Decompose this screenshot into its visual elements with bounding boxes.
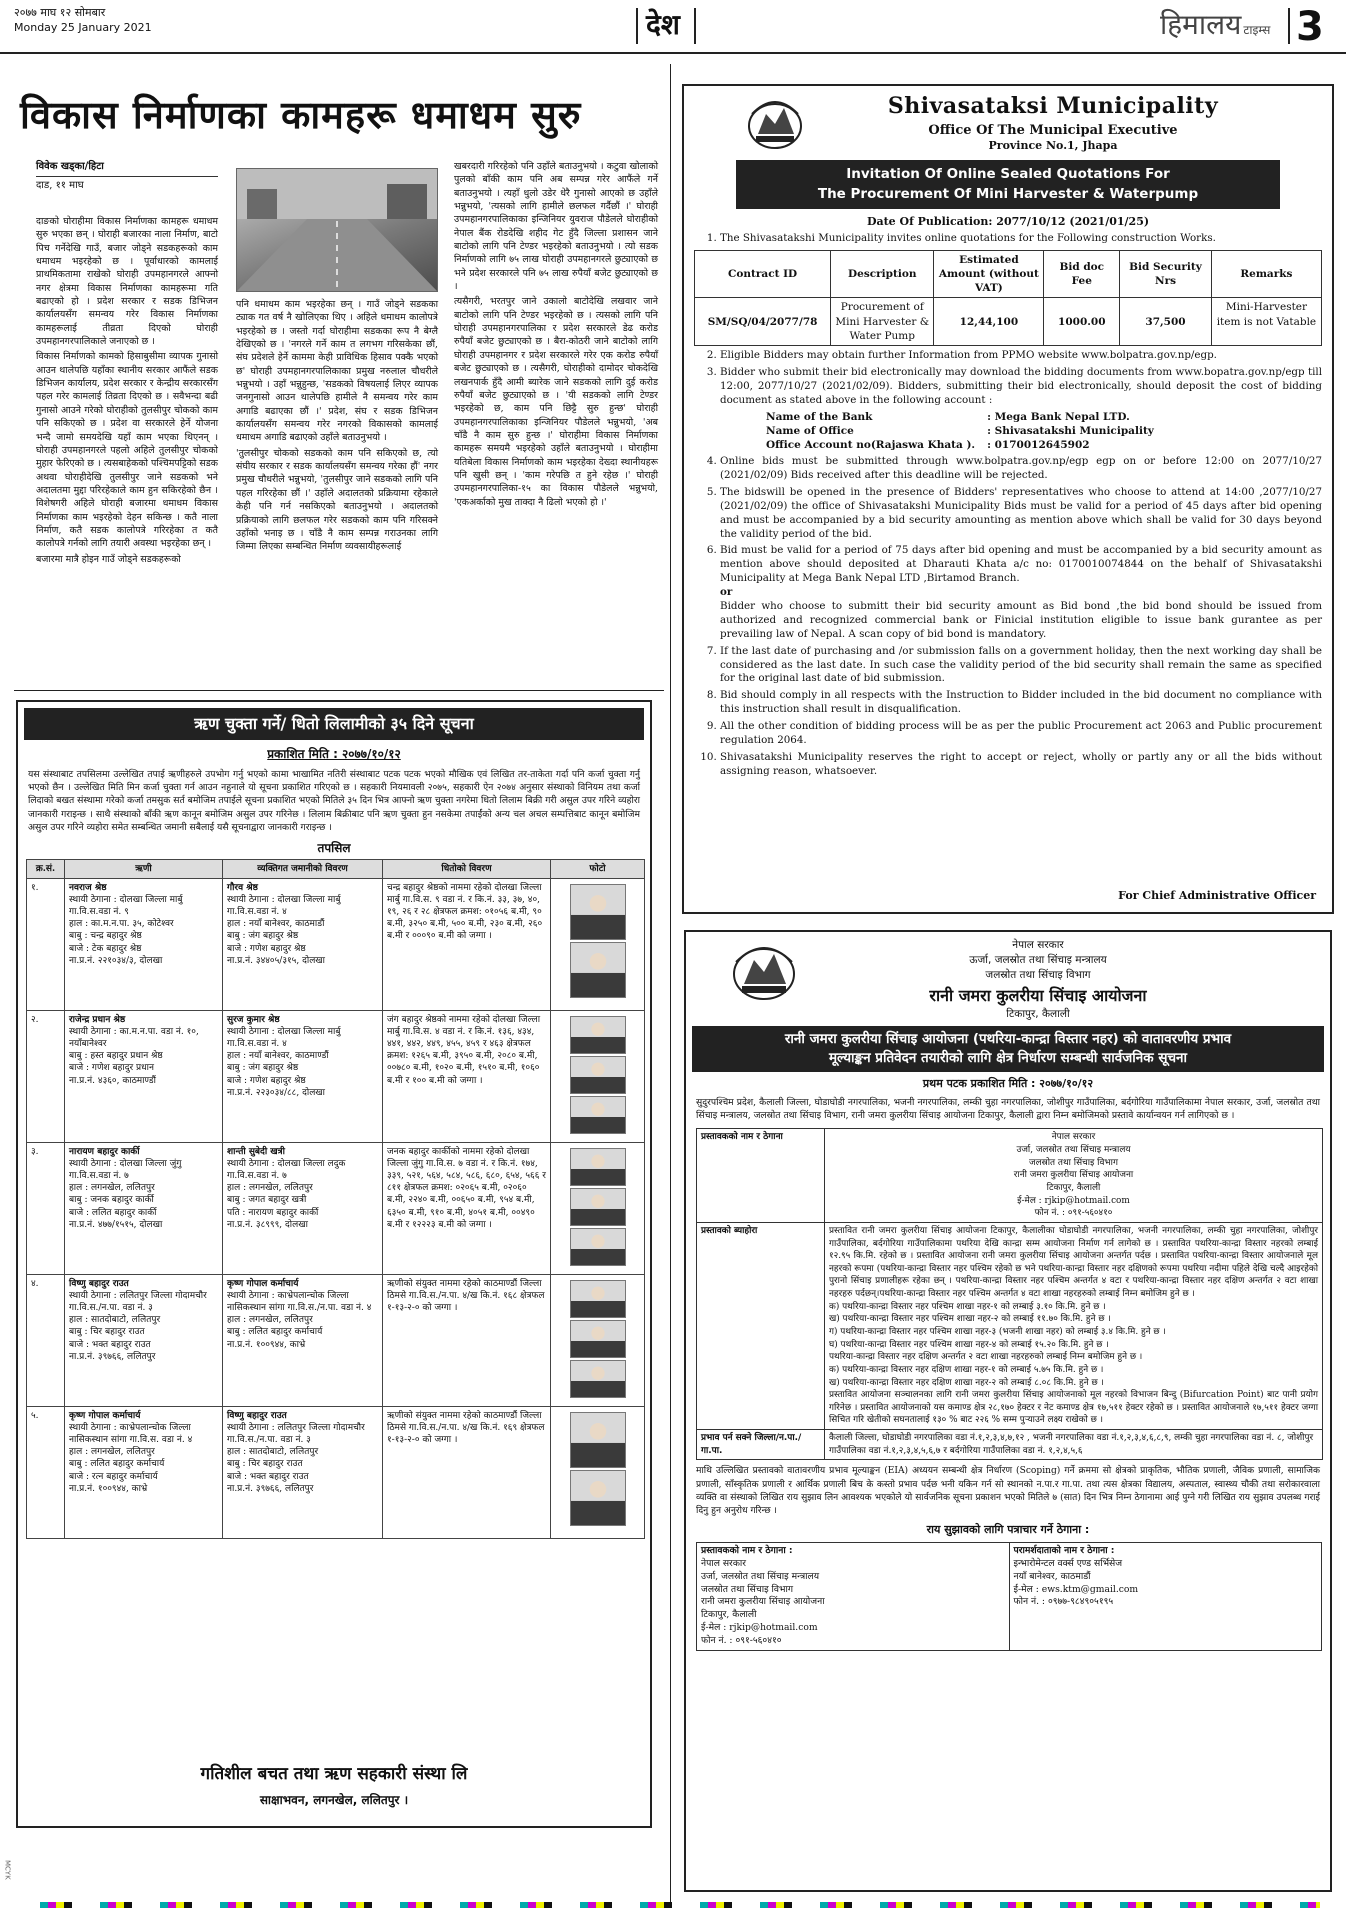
column-separator — [670, 64, 671, 1904]
section-divider-right — [694, 8, 696, 44]
row-sn: ५. — [27, 1406, 65, 1538]
td-contract-id: SM/SQ/04/2077/78 — [695, 298, 831, 346]
tender-table — [694, 250, 1322, 346]
eia-banner — [692, 1026, 1324, 1072]
loan-notice — [16, 700, 652, 1828]
tender-items — [694, 232, 1322, 779]
loan-table-row — [27, 878, 645, 1010]
tender-signature: For Chief Administrative Officer — [1118, 889, 1316, 903]
tender-item-7: 7. If the last date of purchasing and /or submission falls on a government holiday, then the next working day shall be considered as the last date. In such case the validity period of the bid security shall remain the same as specified for the original last date of bid submission. — [720, 645, 1322, 687]
th-description: Description — [831, 250, 934, 298]
borrower-name: नारायण बहादुर कार्की — [69, 1146, 140, 1157]
row-photos — [551, 1010, 645, 1142]
article-paragraph: त्यसैगरी, भरतपुर जाने उकालो बाटोदेखि लखवार जाने बाटोको लागि पनि टेण्डर भइरहेको छ । त्यसको लागि पनि घोराही उपमहानगरपालिका र प्रदेश सरकारले डेढ करोड रुपैयाँ बजेट छुट्याएको छ । बैरा-कोठरी जाने बाटोको लागि घोराही उपमहानगर र प्रदेश सरकारले गरेर एक करोड रुपैयाँ बजेट छुट्याएको छ । त्यसैगरी, घोराहीको दामोदर चोकदेखि लखनपार्क हुँदै आमी ब्यारेक जाने सडकको लागि दुई करोड रुपैयाँ बजेट छुट्याएको छ । 'यी सडकको लागि टेण्डर भइरहेको छ, काम पनि छिट्टै सुरु हुन्छ' घोराही उपमहानगरपालिकाका इन्जिनियर पौडेलले भन्नुभयो, 'अब चाँडै नै काम सुरु हुन्छ ।' घोराहीमा विकास निर्माणका कामहरू समयमै भइरहेको उहाँले बताउनुभयो । घोराहीमा यतिबेला विकास निर्माणको काम भइरहेका देख्दा स्थानीयहरू पनि खुसी छन् । 'काम गरेपछि त हुने रहेछ ।' घोराही उपमहानगरपालिका-१५ का विकास पौडेलले भन्नुभयो, 'एकअर्काको मुख ताक्दा नै ढिलो भएको हो ।' — [454, 296, 658, 508]
eia-project: रानी जमरा कुलरीया सिंचाइ आयोजना — [929, 985, 1147, 1005]
loan-table-header — [27, 859, 645, 878]
date-nepali: २०७७ माघ १२ सोमबार — [14, 6, 106, 19]
eia-header — [746, 938, 1330, 1022]
tender-item-2: 2. Eligible Bidders may obtain further Information from PPMO website www.bolpatra.gov.np/egp. — [720, 349, 1322, 363]
tender-banner-line1: Invitation Of Online Sealed Quotations For — [846, 166, 1170, 183]
borrower-photo — [570, 1016, 626, 1054]
eia-address-title: राय सुझावको लागि पत्राचार गर्ने ठेगाना : — [926, 1523, 1090, 1537]
row-collateral: जनक बहादुर कार्कीको नाममा रहेको दोलखा जिल्ला जुंगु गा.वि.स. ७ वडा नं. र कि.नं. १७४, ३३९, ५२१, ५६४, ५८४, ५८६, ६८०, ६५४, ५६६ र ८११ क्षेत्रफल क्रमश: ०२०६५ ब.मी, ०२०६० ब.मी, २२४० ब.मी, ००६५० ब.मी, ९५४ ब.मी, ६३५० ब.मी, ९१० ब.मी, ४०५१ ब.मी, ००४९० ब.मी र १२२२३ ब.मी को जग्गा । — [383, 1142, 551, 1274]
loan-table-title: तपसिल — [317, 840, 351, 855]
tender-item-text: The Shivasatakshi Municipality invites online quotations for the Following construction Works. — [720, 232, 1216, 245]
tender-table-row — [695, 298, 1322, 346]
loan-notice-address: साक्षाभवन, लगनखेल, ललितपुर । — [259, 1792, 409, 1807]
article-paragraph: पनि धमाधम काम भइरहेका छन् । गाउँ जोड्ने सडकका ट्याक गत वर्ष नै खोलिएका थिए । अहिले धमाधम कालोपत्रे भइरहेको छ । जस्तो गर्दा घोराहीमा सडकका रूप नै बेग्लै देखिएको छ । 'नगरले गर्ने काम त लगभग गरिसकेका छौं, संघ प्रदेशले हेर्ने काममा केही प्राविधिक हिसाव पक्कै भएको छ' घोराही उपमहानगरपालिकाका प्रमुख नरुलाल चौधरीले भन्नुभयो । उहाँ भन्नुहुन्छ, 'सडकको विषयलाई लिएर व्यापक जनगुनासो आउन थालेपछि हामीले नै समन्वय गरेर काम अगाडि बढाएका छौं ।' प्रदेश, संघ र सडक डिभिजन कार्यालयसँग समन्वय गरेर नगरको विकासको कामलाई धमाधम अगाडि बढाएको उहाँले बताउनुभयो । — [236, 299, 438, 444]
eia-consultant-title: परामर्शदाताको नाम र ठेगाना : — [1013, 1544, 1115, 1556]
row-guarantor — [223, 1274, 383, 1406]
tender-item-text: 6. Bid must be valid for a period of 75 days after bid opening and must be accompanied by a bid security amount as mention above should deposited at Dharauti Khata a/c no: 0170010074844 on the behalf of Shivasatakshi Municipality at Mega Bank Nepal LTD ,Birtamod Branch. — [720, 544, 1322, 585]
th-bid-security: Bid Security Nrs — [1120, 250, 1212, 298]
eia-proponent-addr-title: प्रस्तावकको नाम र ठेगाना : — [701, 1544, 793, 1556]
article-column-3 — [454, 160, 658, 511]
guarantor-name: विष्णु बहादुर राउत — [227, 1410, 287, 1421]
eia-ministry: ऊर्जा, जलस्रोत तथा सिंचाइ मन्त्रालय — [969, 954, 1107, 967]
borrower-photo — [570, 942, 626, 998]
row-sn: ४. — [27, 1274, 65, 1406]
borrower-photo — [570, 1470, 626, 1526]
tender-item-or: or — [720, 586, 733, 599]
eia-proponent: नेपाल सरकार उर्जा, जलस्रोत तथा सिंचाइ मन्त्रालय जलस्रोत तथा सिंचाइ विभाग रानी जमरा कुलरीया सिंचाइ आयोजना टिकापुर, कैलाली ई-मेल : rjkip@hotmail.com फोन नं. : ०९१-५६०४१० — [825, 1129, 1323, 1222]
header-guarantor: व्यक्तिगत जमानीको विवरण — [223, 859, 383, 878]
row-borrower — [65, 1142, 223, 1274]
borrower-photo — [570, 1188, 626, 1226]
th-remarks: Remarks — [1211, 250, 1321, 298]
tender-item-1 — [707, 232, 1322, 346]
tender-item-3 — [720, 366, 1322, 452]
tender-item-8: 8. Bid should comply in all respects with the Instruction to Bidder included in the bid document no compliance with this instruction shall result in disqualification. — [720, 689, 1322, 717]
borrower-photo — [570, 1320, 626, 1358]
eia-proposal: प्रस्तावित रानी जमरा कुलरीया सिंचाइ आयोजना टिकापुर, कैलालीका घोडाघोडी नगरपालिका, भजनी नगरपालिका, लम्की चुहा नगरपालिका, जोशीपुर गाउँपालिका, बर्दगोरिया गाउँपालिकामा पथरिया देखि कान्द्रा सम्म आयोजना निर्माण गर्न लागेको छ । प्रस्तावित पथरिया-कान्द्रा विस्तार नहरको लम्बाई १२.९५ कि.मि. रहेको छ । प्रस्तावित आयोजना रानी जमरा कुलरीया सिंचाइ आयोजना अन्तर्गत पर्दछ । प्रस्तावित पथरिया-कान्द्रा विस्तार आयोजनाले मूल नहरको रूपमा (पथरिया-कान्द्रा विस्तार नहर पश्चिम रहेको छ भने पथरिया-कान्द्रा विस्तार नहर दक्षिणको रूपमा पथरिया नदीमा पहिले देखि चल्दै आइरहेको पुरानो सिंचाइ प्रणालीहरू रहेका छन् । पथरिया-कान्द्रा विस्तार नहर पश्चिम अन्तर्गत ४ वटा र पथरिया-कान्द्रा विस्तार नहर दक्षिण अन्तर्गत २ वटा शाखा नहरहरु पर्दछन्।पथरिया-कान्द्रा विस्तार नहर पश्चिम अन्तर्गत ४ वटा शाखा नहरहरुको लम्बाई निम्न बमोजिम हुने छ । — [829, 1225, 1318, 1300]
borrower-name: राजेन्द्र प्रधान श्रेष्ठ — [69, 1014, 126, 1025]
bank-office-value: : Shivasatakshi Municipality — [987, 424, 1154, 437]
eia-proponent-label: प्रस्तावकको नाम र ठेगाना — [697, 1129, 825, 1222]
td-description: Procurement of Mini Harvester & Water Pump — [831, 298, 934, 346]
loan-table-row — [27, 1142, 645, 1274]
guarantor-details: स्थायी ठेगाना : काभ्रेपलान्चोक जिल्ला नासिकस्थान सांगा गा.वि.स./न.पा. वडा नं. ४ हाल : लगनखेल, ललितपुर बाबु : ललित बहादुर कर्माचार्य ना.प्र.नं. १००९४४, काभ्रे — [227, 1290, 372, 1350]
row-photos — [551, 878, 645, 1010]
borrower-name: नवराज श्रेष्ठ — [69, 882, 107, 893]
eia-proposal-cell — [825, 1222, 1323, 1429]
guarantor-name: शान्ती सुबेदी खत्री — [227, 1146, 285, 1157]
row-guarantor — [223, 1406, 383, 1538]
guarantor-details: स्थायी ठेगाना : दोलखा जिल्ला लदुक गा.वि.स.वडा नं. ७ हाल : लगनखेल, ललितपुर बाबु : जगत बहादुर खत्री पति : नारायण बहादुर कार्की ना.प्र.नं. ३८९९९, दोलखा — [227, 1158, 346, 1230]
eia-location: टिकापुर, कैलाली — [1006, 1007, 1070, 1020]
eia-address-table — [696, 1542, 1322, 1651]
page-number: 3 — [1296, 4, 1324, 50]
article-paragraph: दाङको घोराहीमा विकास निर्माणका कामहरू धमाधम सुरु भएका छन् । घोराही बजारका नाला निर्माण, बाटो पिच गर्नेदेखि गाउँ, बजार जोड्ने सडकहरूको काम धमाधम भइरहेको छ । पूर्वाधारको कामलाई प्राथमिकतामा राखेको घोराही उपमहानगरले आफ्नो नगर क्षेत्रमा विकास निर्माणका कामहरूमा गति बढाएको हो । प्रदेश सरकार र सडक डिभिजन कार्यालयसँग समन्वय गरेर विकास निर्माणका कामहरूलाई तीव्रता दिएको घोराही उपमहानगरपालिकाले जनाएको छ । — [36, 216, 218, 348]
guarantor-details: स्थायी ठेगाना : दोलखा जिल्ला मार्बु गा.वि.स.वडा नं. ४ हाल : नयाँ बानेश्वर, काठमाडौं बाबु : जंग बहादुर श्रेष्ठ बाजे : गणेश बहादुर श्रेष्ठ ना.प्र.नं. ३४४०५/३१५, दोलखा — [227, 894, 341, 966]
article-paragraph: विकास निर्माणको कामको हिसाबुसीमा व्यापक गुनासो आउन थालेपछि यहाँका स्थानीय सरकार आफैंले सडक डिभिजन कार्यालय, प्रदेश सरकार र केन्द्रीय सरकारसँग पहल गरेर कामलाई तिव्रता दिएको छ । सवैभन्दा बढी गुनासो आउने गरेको घोराहीको तुलसीपुर चोकको काम पनि सकिएको छ । प्रदेश वा सरकारले हेर्ने योजना भन्दै जामो समयदेखि यहाँ काम भएका थिएनन् । घोराही उपमहानगरले पहलो अहिले तुलसीपुर चोकको मुहार फेरिएको छ । त्यसबाहेकको पश्चिमपट्टिको सडक अथवा घोराहीदेखि तुलसीपुर जाने सडकको भने अदालतमा मुद्दा परिरहेकाले काम हुन सकिरहेको छैन । विशेषगरी अहिले घोराही बजारमा धमाधम विकास निर्माणका काम भइरहेको देहन सकिन्छ । कतै नाला निर्माण, कतै सडक कालोपत्रे गरिरहेका त कतै कालोपत्रे गर्नको लागि तयारी अवस्था भइरहेका छन् । — [36, 351, 218, 550]
header-photo: फोटो — [551, 859, 645, 878]
eia-consultant-addr: इन्भारोमेन्टल वर्क्स एण्ड सर्भिसेज नयाँ बानेश्वर, काठमाडौं ई-मेल : ews.ktm@gmail.com फोन नं. : ०९७७-९८४९०५१९५ — [1013, 1557, 1139, 1608]
borrower-details: स्थायी ठेगाना : ललितपुर जिल्ला गोदामचौर गा.वि.स./न.पा. वडा नं. ३ हाल : सातदोबाटो, ललितपुर बाबु : चिर बहादुर राउत बाजे : भक्त बहादुर राउत ना.प्र.नं. ३९७६६, ललितपुर — [69, 1290, 207, 1362]
eia-proponent-addr: नेपाल सरकार उर्जा, जलस्रोत तथा सिंचाइ मन्त्रालय जलस्रोत तथा सिंचाइ विभाग रानी जमरा कुलरीया सिंचाइ आयोजना टिकापुर, कैलाली ई-मेल : rjkip@hotmail.com फोन नं. : ०९१-५६०४१० — [701, 1557, 825, 1647]
loan-table — [26, 859, 645, 1539]
loan-notice-date: प्रकाशित मिति : २०७७/१०/१२ — [267, 746, 401, 761]
header-collateral: धितोको विवरण — [383, 859, 551, 878]
masthead-rule — [0, 52, 1346, 54]
color-registration-strip — [40, 1902, 1320, 1908]
borrower-name: कृष्ण गोपाल कर्माचार्य — [69, 1410, 141, 1421]
eia-row-area — [697, 1430, 1323, 1460]
article-photo-street — [236, 168, 438, 292]
nepal-emblem-icon — [728, 940, 800, 1004]
date-english: Monday 25 January 2021 — [14, 20, 152, 34]
article-dateline: दाड, ११ माघ — [36, 179, 84, 191]
eia-intro: सुदुरपश्चिम प्रदेश, कैलाली जिल्ला, घोडाघोडी नगरपालिका, भजनी नगरपालिका, लम्की चुहा नगरपालिका, जोशीपुर गाउँपालिका, बर्दगोरिया गाउँपालिकामा नेपाल सरकार, उर्जा, जलस्रोत तथा सिंचाइ मन्त्रालय, जलस्रोत तथा सिंचाइ विभाग, रानी जमरा कुलरीया सिंचाइ आयोजना टिकापुर, कैलाली द्वारा निम्न बमोजिमको प्रस्तावे कार्यान्वयन गर्न लागिएको छ । — [696, 1096, 1320, 1122]
borrower-details: स्थायी ठेगाना : का.म.न.पा. वडा नं. १०, नयाँबानेश्वर बाबु : हस्त बहादुर प्रधान श्रेष्ठ बाजे : गणेश बहादुर प्रधान ना.प्र.नं. ४३६०, काठमाण्डौं — [69, 1026, 199, 1086]
loan-notice-body: यस संस्थाबाट तपसिलमा उल्लेखित तपाई ऋणीहरुले उपभोग गर्नु भएको कामा भाखामित नतिरी संस्थाबाट पटक पटक भएको मौखिक एवं लिखित तर-ताकेता गर्दा पनि कर्जा चुक्ता गर्नु भएको छैन । उल्लेखित मिति मिन कर्जा चुक्ता गर्न आउन नहुनाले यो सूचना प्रकाशित गरिएको छ । सहकारी नियमावली २०७५, सहकारी ऐन २०७४ अनुसार संस्थाको विनियम तथा कर्जा लिदाको बखत संस्थामा गरेको कर्जा तमसुक सर्त बमोजिम तपाईले सूचना प्रकाशित भएको मितिले ३५ दिन भित्र आफ्नो ऋण चुक्ता नगरेमा धितो लिलाम बिक्री गरी असुल उपर गरिने व्यहोरा जानकारी गराइन्छ । साथै संस्थाको बाँकी ऋण कानून बमोजिम असुल उपर गरिनेछ । लिलाम बिक्रीबाट पनि ऋण चुक्ता हुन नसकेमा तपाईंको अन्य चल अचल सम्पत्तिबाट कानून बमोजिम असुल उपर गरिने व्यहोरा समेत सम्बन्धित जमानी सबैलाई यसै सूचनाद्वारा जानकारी गराइन्छ । — [28, 768, 640, 834]
td-bid-fee: 1000.00 — [1044, 298, 1120, 346]
row-collateral: ऋणीको संयुक्त नाममा रहेको काठमाण्डौं जिल्ला ठिमसे गा.वि.स./न.पा. ४/ख कि.नं. १६८ क्षेत्रफल १-१३-२-० को जग्गा । — [383, 1274, 551, 1406]
row-photos — [551, 1406, 645, 1538]
street-illustration — [237, 169, 437, 291]
th-contract-id: Contract ID — [695, 250, 831, 298]
borrower-details: स्थायी ठेगाना : दोलखा जिल्ला जुंगु गा.वि.स.वडा नं. ७ हाल : लगनखेल, ललितपुर बाबु : जनक बहादुर कार्की बाजे : ललित बहादुर कार्की ना.प्र.नं. ४७७/१५१५, दोलखा — [69, 1158, 182, 1230]
article-column-2 — [236, 298, 438, 556]
guarantor-name: सुरज कुमार श्रेष्ठ — [227, 1014, 280, 1025]
eia-gov: नेपाल सरकार — [1012, 939, 1064, 951]
article-byline: विवेक खड्का/हिटा — [36, 160, 218, 177]
article-bottom-rule — [14, 690, 664, 691]
row-sn: ३. — [27, 1142, 65, 1274]
loan-table-row — [27, 1274, 645, 1406]
eia-area: कैलाली जिल्ला, घोडाघोडी नगरपालिका वडा नं.१,२,३,४,७,१२ , भजनी नगरपालिका वडा नं.१,२,३,४,६,८,९, लम्की चुहा नगरपालिका वडा नं. ८, जोशीपुर गाउँपालिका वडा नं.१,२,३,४,५,६,७ र बर्दगोरिया गाउँपालिका वडा नं. १,२,४,५,६ — [825, 1430, 1323, 1460]
tender-date: Date Of Publication: 2077/10/12 (2021/01/25) — [866, 215, 1150, 229]
eia-area-label: प्रभाव पर्न सक्ने जिल्ला/न.पा./गा.पा. — [697, 1430, 825, 1460]
row-borrower — [65, 1010, 223, 1142]
bank-account-value: : 0170012645902 — [987, 438, 1090, 451]
eia-branch: क) पथरिया-कान्द्रा विस्तार नहर दक्षिण शाखा नहर-१ को लम्बाई ५.७५ कि.मि. हुने छ । — [829, 1364, 1104, 1375]
eia-dept: जलस्रोत तथा सिंचाइ विभाग — [985, 969, 1091, 982]
tender-item-5: 5. The bidswill be opened in the presence of Bidders' representatives who choose to attend at 14:00 ,2077/10/27 (2021/02/09) the office of Shivasatakshi Municipality Bids must be valid for a period of 45 days after bid opening and must be accompanied by a bid security amounting as mention above which shall be valid for 30 days beyond the validity period of the bid. — [720, 486, 1322, 542]
tender-office: Office Of The Municipal Executive — [928, 122, 1178, 138]
row-photos — [551, 1274, 645, 1406]
eia-banner-line2: मूल्याङ्कन प्रतिवेदन तयारीको लागि क्षेत्र निर्धारण सम्बन्धी सार्वजनिक सूचना — [828, 1049, 1188, 1066]
borrower-photo — [570, 1056, 626, 1094]
paper-name — [1160, 6, 1270, 44]
eia-branch: ख) पथरिया-कान्द्रा विस्तार नहर पश्चिम शाखा नहर-२ को लम्बाई ११.७० कि.मि. हुने छ । — [829, 1314, 1111, 1325]
row-sn: २. — [27, 1010, 65, 1142]
eia-consultant-address-cell — [1009, 1542, 1322, 1650]
borrower-photo — [570, 884, 626, 940]
tender-item-6 — [720, 544, 1322, 641]
article-paragraph: 'तुलसीपुर चोकको सडकको काम पनि सकिएको छ, त्यो संघीय सरकार र सडक कार्यालयसँग समन्वय गरेका हौं' नगर प्रमुख चौधरीले भन्नुभयो, 'तुलसीपुर जाने सडकको लागि पनि पहल गरिरहेका छौं ।' उहाँले अदालतको प्रक्रियामा रहेकाले केही पनि गर्न नसकिएको बताउनुभयो । अदालतको प्रक्रियाको लागि छलफल गरेर सडकको काम पनि गरिसक्ने उहाँको भनाइ छ । चाँडै नै काम सम्पन्न गराउनका लागि जिम्मा लिएका सम्बन्धित निर्माण व्यवसायीहरूलाई — [236, 447, 438, 553]
bank-name-label: Name of the Bank — [766, 410, 873, 423]
bank-name-value: : Mega Bank Nepal LTD. — [987, 410, 1130, 423]
paper-name-main: हिमालय — [1160, 8, 1242, 41]
eia-notice — [684, 930, 1332, 1892]
header-borrower: ऋणी — [65, 859, 223, 878]
borrower-photo — [570, 1228, 626, 1266]
eia-row-proposal — [697, 1222, 1323, 1429]
bank-account-label: Office Account no(Rajaswa Khata ). — [766, 438, 976, 451]
row-collateral: चन्द्र बहादुर श्रेष्ठको नाममा रहेको दोलखा जिल्ला मार्बु गा.वि.स. ९ वडा नं. र कि.नं. ३३, ३७, ४०, १९, २६ र २८ क्षेत्रफल क्रमश: ०१०५६ ब.मी, ९० ब.मी, ३२५० ब.मी, ५०० ब.मी, २३० ब.मी, २६० ब.मी र ०००९० ब.मी को जग्गा । — [383, 878, 551, 1010]
eia-branch: घ) पथरिया-कान्द्रा विस्तार नहर पश्चिम शाखा नहर-४ को लम्बाई १५.२० कि.मि. हुने छ । — [829, 1339, 1109, 1350]
th-estimated-amount: Estimated Amount (without VAT) — [934, 250, 1044, 298]
eia-published: प्रथम पटक प्रकाशित मिति : २०७७/१०/१२ — [922, 1076, 1094, 1090]
borrower-details: स्थायी ठेगाना : दोलखा जिल्ला मार्बु गा.वि.स.वडा नं. ९ हाल : का.म.न.पा. ३५, कोटेश्वर बाबु : चन्द्र बहादुर श्रेष्ठ बाजे : टेक बहादुर श्रेष्ठ ना.प्र.नं. २२१०३४/३, दोलखा — [69, 894, 183, 966]
section-divider-left — [636, 8, 638, 44]
article-paragraph: बजारमा मात्रै होइन गाउँ जोड्ने सडकहरूको — [36, 553, 181, 565]
row-guarantor — [223, 1010, 383, 1142]
borrower-photo — [570, 1412, 626, 1468]
tender-item-10: 10. Shivasatakshi Municipality reserves the right to accept or reject, wholly or partly any or all the bids without assigning reason, whatsoever. — [720, 751, 1322, 779]
tender-banner — [736, 160, 1280, 209]
eia-branch: ख) पथरिया-कान्द्रा विस्तार नहर दक्षिण शाखा नहर-२ को लम्बाई ८.०८ कि.मि. हुने छ । — [829, 1377, 1104, 1388]
article-headline: विकास निर्माणका कामहरू धमाधम सुरु — [20, 93, 582, 137]
tender-province: Province No.1, Jhapa — [988, 139, 1118, 153]
row-borrower — [65, 1406, 223, 1538]
row-sn: १. — [27, 878, 65, 1010]
article-paragraph: खबरदारी गरिरहेको पनि उहाँले बताउनुभयो । कटुवा खोलाको पुलको बाँकी काम पनि अब सम्पन्न गरेर आफैंले गर्ने बताउनुभयो । त्यहाँ धुलो उडेर धेरै गुनासो आएको छ उहाँले भन्नुभयो, 'त्यसको लागि हामीले छलफल गर्दैछौं ।' घोराही उपमहानगरपालिकाका इन्जिनियर युवराज पौडेलले घोराहीको नेपाल बैंक रोडदेखि शहीद गेट हुँदै जिल्ला प्रशासन जाने बाटोको लागि पनि टेण्डर भइरहेको बताउनुभयो । त्यो सडक निर्माणको लागि ७५ लाख घोराही उपमहानगरले छुट्याएको छ भने प्रदेश सरकारले पनि ७५ लाख रुपैयाँ बजेट छुट्याएको छ । — [454, 161, 658, 293]
eia-proposal-label: प्रस्तावको ब्याहोरा — [697, 1222, 825, 1429]
row-collateral: जंग बहादुर श्रेष्ठको नाममा रहेको दोलखा जिल्ला मार्बु गा.वि.स. ४ वडा नं. र कि.नं. १३६, ४३४, ४४१, ४४२, ४४९, ४५५, ४५९ र ४६३ क्षेत्रफल क्रमश: १२६५ ब.मी, ३९५० ब.मी, २०८० ब.मी, ००७८० ब.मी, १०२० ब.मी, १५१० ब.मी, १०६० ब.मी र १०० ब.मी को जग्गा । — [383, 1010, 551, 1142]
nepal-emblem-icon — [744, 94, 806, 152]
guarantor-name: कृष्ण गोपाल कर्माचार्य — [227, 1278, 299, 1289]
tender-banner-line2: The Procurement Of Mini Harvester & Waterpump — [817, 185, 1199, 202]
row-borrower — [65, 1274, 223, 1406]
tender-notice — [682, 84, 1334, 914]
loan-notice-title: ऋण चुक्ता गर्ने/ धितो लिलामीको ३५ दिने सूचना — [24, 708, 644, 740]
bank-office-label: Name of Office — [766, 424, 854, 437]
borrower-details: स्थायी ठेगाना : काभ्रेपलान्चोक जिल्ला नासिकस्थान सांगा गा.वि.स. वडा नं. ४ हाल : लगनखेल, ललितपुर बाबु : ललित बहादुर कर्माचार्य बाजे : रत्न बहादुर कर्माचार्य ना.प्र.नं. १००९४४, काभ्रे — [69, 1422, 193, 1494]
tender-table-header — [695, 250, 1322, 298]
eia-table — [696, 1128, 1323, 1460]
row-collateral: ऋणीको संयुक्त नाममा रहेको काठमाण्डौं जिल्ला ठिमसे गा.वि.स./न.पा. ४/ख कि.नं. १६९ क्षेत्रफल १-१३-२-० को जग्गा । — [383, 1406, 551, 1538]
section-title: देश — [646, 8, 680, 41]
print-side-label: MCYK — [3, 1860, 12, 1880]
loan-table-row — [27, 1010, 645, 1142]
header-sn: क्र.सं. — [27, 859, 65, 878]
borrower-name: विष्णु बहादुर राउत — [69, 1278, 129, 1289]
td-estimated-amount: 12,44,100 — [934, 298, 1044, 346]
tender-item-text: Bidder who submit their bid electronically may download the bidding documents from www.bopatra.gov.np/egp till 12:00, 2077/10/27 (2021/02/09). Bidders, submitting their bid electronically, should deposit the cost of bidding document as stated above in the following account : — [720, 365, 1322, 406]
eia-row-proponent — [697, 1129, 1323, 1222]
loan-notice-org: गतिशील बचत तथा ऋण सहकारी संस्था लि — [200, 1764, 468, 1785]
loan-table-row — [27, 1406, 645, 1538]
article-column-1 — [36, 215, 218, 568]
tender-item-text: Bidder who choose to submitt their bid security amount as Bid bond ,the bid bond should be issued from authorized and recognized commercial bank or Finicial institution eligible to issue bank gurantee as per prevailing law of Nepal. A scan copy of bid bond is mandatory. — [720, 599, 1322, 640]
row-photos — [551, 1142, 645, 1274]
article-meta — [36, 160, 218, 192]
td-remarks: Mini-Harvester item is not Vatable — [1211, 298, 1321, 346]
eia-banner-line1: रानी जमरा कुलरीया सिंचाइ आयोजना (पथरिया-कान्द्रा विस्तार नहर) को वातावरणीय प्रभाव — [784, 1031, 1232, 1048]
tender-item-9: 9. All the other condition of bidding process will be as per the public Procurement act 2063 and Public procurement regulation 2064. — [720, 720, 1322, 748]
masthead-dates — [14, 6, 152, 36]
td-bid-security: 37,500 — [1120, 298, 1212, 346]
eia-notice-text: माथि उल्लिखित प्रस्तावको वातावरणीय प्रभाव मूल्याङ्कन (EIA) अध्ययन सम्बन्धी क्षेत्र निर्धारण (Scoping) गर्ने क्रममा सो क्षेत्रको प्राकृतिक, भौतिक प्रणाली, जैविक प्रणाली, सामाजिक प्रणाली, साँस्कृतिक प्रणाली र आर्थिक प्रणाली बिच के कस्तो प्रभाव पर्दछ भनी यकिन गर्न सो स्थानको न.पा.र गा.पा. तथा त्यस क्षेत्रका विद्यालय, अस्पताल, स्वास्थ्य चौकी तथा सरोकारवाला व्यक्ति वा संस्थाको लिखित राय सुझाव लिन आवश्यक भएकोले यो सार्वजनिक सूचना प्रकाशन भएको मितिले ७ (सात) दिन भित्र निम्न ठेगानामा आई पुग्ने गरी लिखित राय सुझाव उपलब्ध गराई दिनु हुन अनुरोध गरिन्छ । — [696, 1466, 1320, 1516]
row-borrower — [65, 878, 223, 1010]
row-guarantor — [223, 1142, 383, 1274]
tender-item-4: 4. Online bids must be submitted through www.bolpatra.gov.np/egp egp on or before 12:00 on 2077/10/27 (2021/02/09) Bids received after this deadline will be rejected. — [720, 455, 1322, 483]
eia-branch: क) पथरिया-कान्द्रा विस्तार नहर पश्चिम शाखा नहर-१ को लम्बाई ३.१० कि.मि. हुने छ । — [829, 1301, 1106, 1312]
guarantor-name: गौरव श्रेष्ठ — [227, 882, 258, 893]
row-guarantor — [223, 878, 383, 1010]
th-bid-fee: Bid doc Fee — [1044, 250, 1120, 298]
borrower-photo — [570, 1280, 626, 1318]
eia-branch: पथरिया-कान्द्रा विस्तार नहर दक्षिण अन्तर्गत २ वटा शाखा नहरहरुको लम्बाई निम्न बमोजिम हुने छ । — [829, 1352, 1143, 1363]
bank-details — [760, 410, 1160, 453]
page-number-divider — [1288, 8, 1290, 44]
eia-proponent-address-cell — [697, 1542, 1010, 1650]
borrower-photo — [570, 1096, 626, 1134]
paper-name-sub: टाइम्स — [1243, 23, 1271, 37]
eia-branch: ग) पथरिया-कान्द्रा विस्तार नहर पश्चिम शाखा नहर-३ (भजनी शाखा नहर) को लम्बाई ३.४ कि.मि. हुने छ । — [829, 1326, 1166, 1337]
tender-org: Shivasataksi Municipality — [887, 93, 1219, 119]
guarantor-details: स्थायी ठेगाना : दोलखा जिल्ला मार्बु गा.वि.स.वडा नं. ४ हाल : नयाँ बानेश्वर, काठमाण्डौं बाबु : जंग बहादुर श्रेष्ठ बाजे : गणेश बहादुर श्रेष्ठ ना.प्र.नं. २२३०३४/८८, दोलखा — [227, 1026, 341, 1098]
borrower-photo — [570, 1360, 626, 1398]
eia-branch: प्रस्तावित आयोजना सञ्चालनका लागि रानी जमरा कुलरीया सिंचाइ आयोजनाको मूल नहरको विभाजन बिन्दु (Bifurcation Point) बाट पानी प्रयोग गरिनेछ । प्रस्तावित आयोजनाको यस कमाण्ड क्षेत्र २८,१७० हेक्टर र नेट कमाण्ड क्षेत्र १७,५११ हेक्टर रहेको छ । प्रस्तावित आयोजनाले १७,५११ हेक्टर जग्गा सिचित गरि खेतीको सघनतालाई १३० % बाट २२६ % सम्म पुऱ्याउने लक्ष्य राखेको छ । — [829, 1390, 1318, 1426]
borrower-photo — [570, 1148, 626, 1186]
guarantor-details: स्थायी ठेगाना : ललितपुर जिल्ला गोदामचौर गा.वि.स./न.पा. वडा नं. ३ हाल : सातदोबाटो, ललितपुर बाबु : चिर बहादुर राउत बाजे : भक्त बहादुर राउत ना.प्र.नं. ३९७६६, ललितपुर — [227, 1422, 365, 1494]
